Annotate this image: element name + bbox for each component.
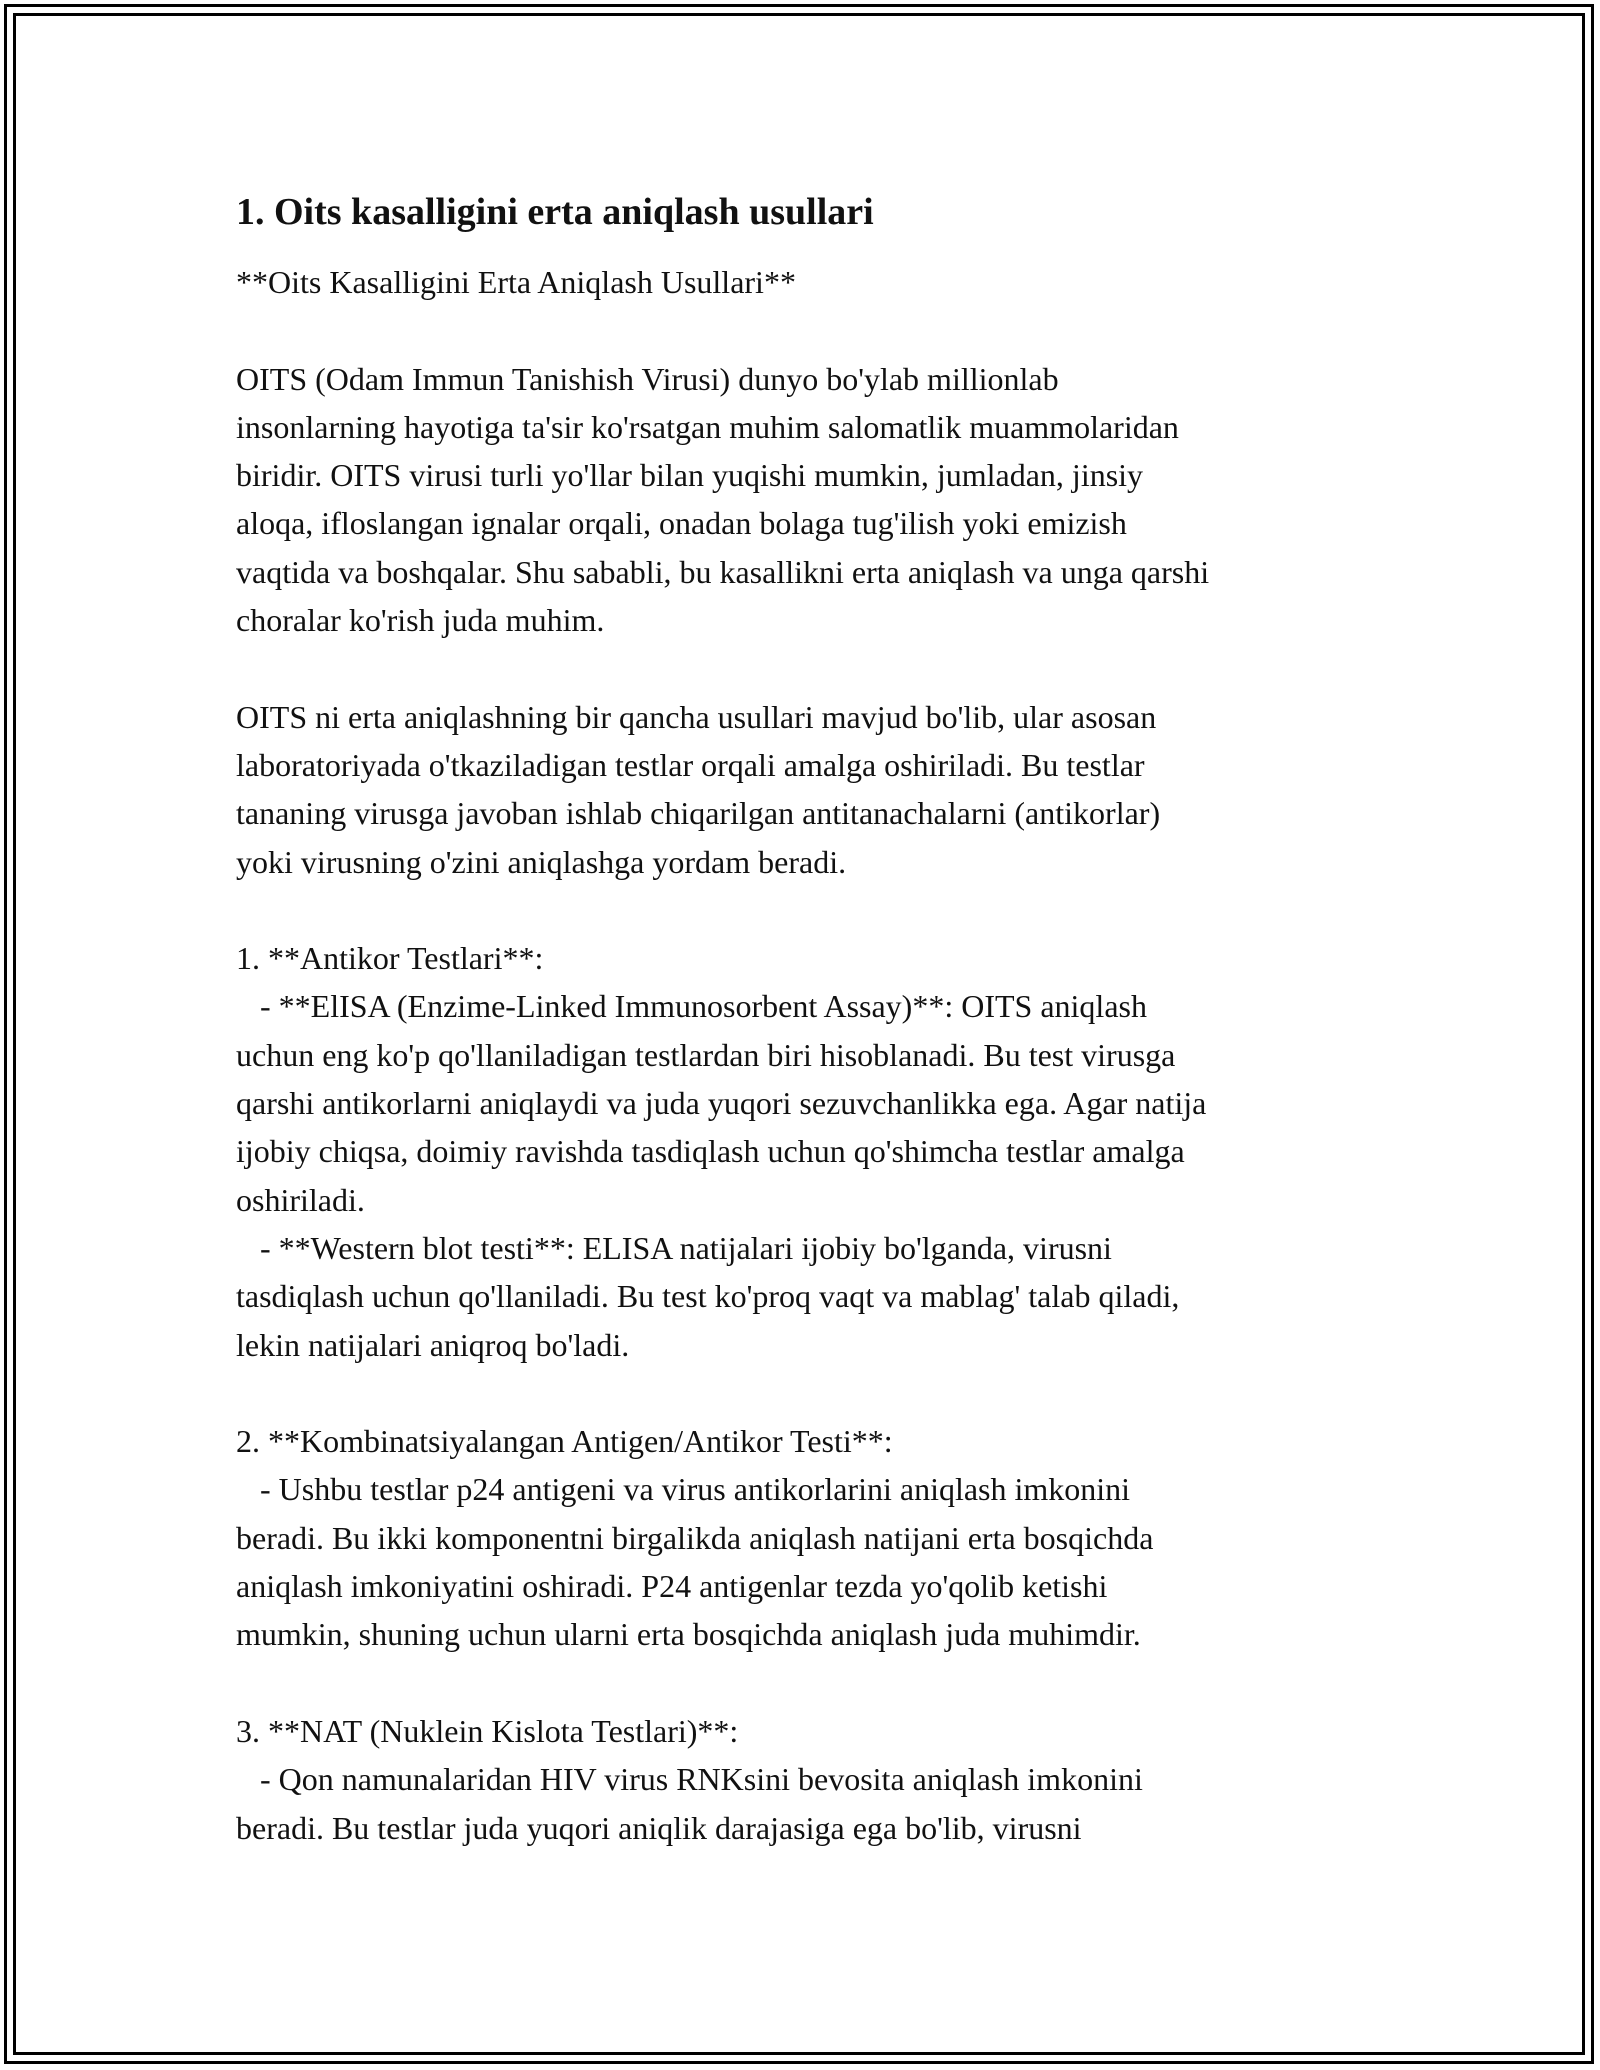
text-line: tasdiqlash uchun qo'llaniladi. Bu test ko'proq vaqt va mablag' talab qiladi,: [236, 1278, 1180, 1315]
paragraph-nat-tests: [236, 1707, 1376, 1852]
text-line: - Ushbu testlar p24 antigeni va virus antikorlarini aniqlash imkonini: [236, 1471, 1131, 1508]
text-line: - **Western blot testi**: ELISA natijalari ijobiy bo'lganda, virusni: [236, 1229, 1112, 1266]
text-line: biridir. OITS virusi turli yo'llar bilan yuqishi mumkin, jumladan, jinsiy: [236, 457, 1144, 494]
text-line: yoki virusning o'zini aniqlashga yordam beradi.: [236, 843, 847, 880]
text-line: ijobiy chiqsa, doimiy ravishda tasdiqlash uchun qo'shimcha testlar amalga: [236, 1133, 1185, 1170]
text-line: lekin natijalari aniqroq bo'ladi.: [236, 1326, 630, 1363]
text-line: OITS (Odam Immun Tanishish Virusi) dunyo bo'ylab millionlab: [236, 360, 1059, 397]
text-line: aloqa, ifloslangan ignalar orqali, onadan bolaga tug'ilish yoki emizish: [236, 505, 1127, 542]
text-line: - **ElISA (Enzime-Linked Immunosorbent Assay)**: OITS aniqlash: [236, 988, 1147, 1025]
text-line: mumkin, shuning uchun ularni erta bosqichda aniqlash juda muhimdir.: [236, 1616, 1141, 1653]
text-line: vaqtida va boshqalar. Shu sababli, bu kasallikni erta aniqlash va unga qarshi: [236, 553, 1210, 590]
document-title: 1. Oits kasalligini erta aniqlash usullari: [236, 191, 874, 233]
text-line: - Qon namunalaridan HIV virus RNKsini bevosita aniqlash imkonini: [236, 1761, 1143, 1798]
document-subtitle: [236, 258, 1376, 306]
text-line: insonlarning hayotiga ta'sir ko'rsatgan muhim salomatlik muammolaridan: [236, 408, 1179, 445]
text-line: 3. **NAT (Nuklein Kislota Testlari)**:: [236, 1712, 739, 1749]
document-body: [236, 188, 1376, 1852]
text-line: tananing virusga javoban ishlab chiqarilgan antitanachalarni (antikorlar): [236, 795, 1161, 832]
text-line: 1. **Antikor Testlari**:: [236, 940, 544, 977]
paragraph-combination-test: [236, 1417, 1376, 1658]
text-line: aniqlash imkoniyatini oshiradi. P24 antigenlar tezda yo'qolib ketishi: [236, 1568, 1108, 1605]
paragraph-methods-overview: [236, 693, 1376, 886]
paragraph-intro: [236, 355, 1376, 645]
text-line: oshiriladi.: [236, 1181, 365, 1218]
text-line: beradi. Bu ikki komponentni birgalikda aniqlash natijani erta bosqichda: [236, 1519, 1154, 1556]
text-line: beradi. Bu testlar juda yuqori aniqlik darajasiga ega bo'lib, virusni: [236, 1809, 1082, 1846]
text-line: laboratoriyada o'tkaziladigan testlar orqali amalga oshiriladi. Bu testlar: [236, 746, 1145, 783]
text-line: 2. **Kombinatsiyalangan Antigen/Antikor Testi**:: [236, 1423, 893, 1460]
text-line: qarshi antikorlarni aniqlaydi va juda yuqori sezuvchanlikka ega. Agar natija: [236, 1085, 1207, 1122]
text-line: OITS ni erta aniqlashning bir qancha usullari mavjud bo'lib, ular asosan: [236, 698, 1157, 735]
text-line: uchun eng ko'p qo'llaniladigan testlardan biri hisoblanadi. Bu test virusga: [236, 1036, 1176, 1073]
text-line: choralar ko'rish juda muhim.: [236, 602, 605, 639]
paragraph-antibody-tests: [236, 934, 1376, 1369]
subtitle-line: **Oits Kasalligini Erta Aniqlash Usullari**: [236, 264, 796, 300]
